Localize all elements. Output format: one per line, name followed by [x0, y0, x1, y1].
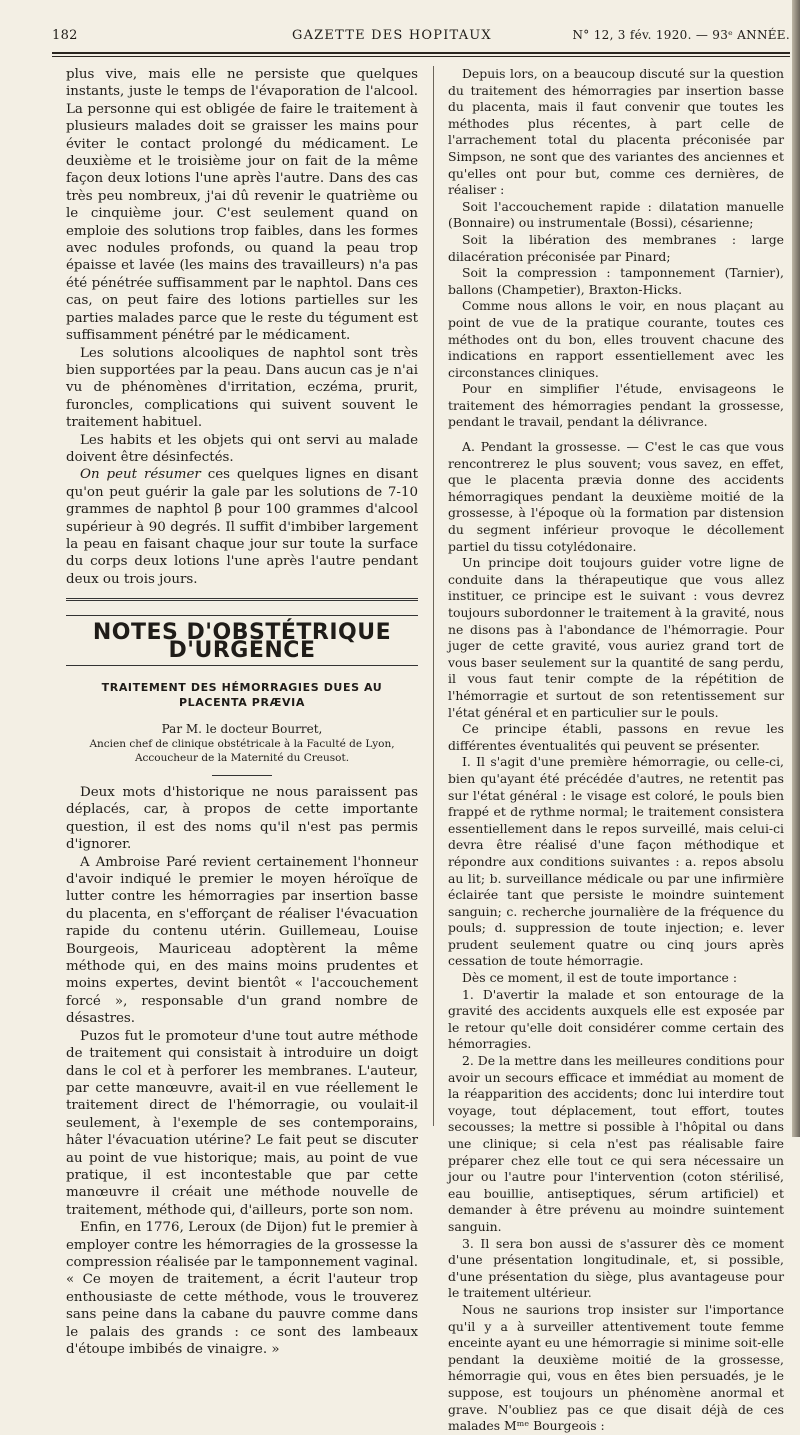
paragraph: Les solutions alcooliques de naphtol sont très bien supportées par la peau. Dans aucun cas je n'ai vu de phénomènes d'irritation, eczéma, prurit, furoncles, complications qui suivent souvent le traitement habituel. [66, 345, 418, 431]
paragraph: Un principe doit toujours guider votre ligne de conduite dans la thérapeutique que vous allez instituer, ce principe est le suivant : vous devrez toujours subordonner le traitement à la gravité, nous ne disons pas à l'abondance de l'hémorragie. Pour juger de cette gravité, vous auriez grand tort de vous baser seulement sur la quantité de sang perdu, il vous faut tenir compte de la répétition de l'hémorragie et surtout de son retentissement sur l'état général et en particulier sur le pouls. [448, 555, 784, 720]
left-column [66, 66, 418, 1358]
paragraph: 1. D'avertir la malade et son entourage de la gravité des accidents auxquels elle est exposée par le retour qu'elle doit considérer comme certain des hémorragies. [448, 986, 784, 1052]
paragraph: Soit la libération des membranes : large dilacération préconisée par Pinard; [448, 231, 784, 264]
page-header [52, 22, 790, 48]
paragraph-text: ces quelques lignes en disant qu'on peut guérir la gale par les solutions de 7-10 grammes de naphtol β pour 100 grammes d'alcool supérieur à 90 degrés. Il suffit d'imbiber largement la peau en faisant chaque jour sur toute la surface du corps deux lotions l'une après l'autre pendant deux ou trois jours. [66, 467, 419, 587]
paragraph: Soit l'accouchement rapide : dilatation manuelle (Bonnaire) ou instrumentale (Bossi), césarienne; [448, 198, 784, 231]
paragraph: Ce principe établi, passons en revue les différentes éventualités qui peuvent se présenter. [448, 721, 784, 753]
paragraph: Les habits et les objets qui ont servi au malade doivent être désinfectés. [66, 432, 418, 465]
paragraph: A Ambroise Paré revient certainement l'honneur d'avoir indiqué le premier le moyen héroïque de lutter contre les hémorragies par insertion basse du placenta, en s'efforçant de réaliser l'évacuation rapide du contenu utérin. Guillemeau, Louise Bourgeois, Mauriceau adoptèrent la même méthode qui, en des mains moins prudentes et moins expertes, devint bientôt « l'accouchement forcé », responsable d'un grand nombre de désastres. [66, 854, 418, 1027]
paragraph: Nous ne saurions trop insister sur l'importance qu'il y a à surveiller attentivement toute femme enceinte ayant eu une hémorragie si minime soit-elle pendant la deuxième moitié de la grossesse, hémorragie qui, vous en êtes bien persuadés, je le suppose, est toujours un phénomène anormal et grave. N'oubliez pas ce que disait déjà de ces malades Mᵐᵉ Bourgeois : [448, 1301, 784, 1434]
paragraph: Dès ce moment, il est de toute importance : [462, 970, 738, 986]
paragraph: Deux mots d'historique ne nous paraissent pas déplacés, car, à propos de cette importante question, il est des noms qu'il n'est pas permis d'ignorer. [66, 785, 418, 853]
column-divider [433, 66, 434, 1126]
section-divider [66, 598, 418, 601]
paragraph: Soit la compression : tamponnement (Tarnier), ballons (Champetier), Braxton-Hicks. [448, 265, 784, 297]
italic-lead: On peut résumer [80, 467, 201, 483]
issue-info: N° 12, 3 fév. 1920. — 93ᵉ ANNÉE. [572, 28, 790, 42]
paragraph: Enfin, en 1776, Leroux (de Dijon) fut le premier à employer contre les hémorragies de la grossesse la compression réalisée par le tamponnement vaginal. « Ce moyen de traitement, a écrit l'auteur trop enthousiaste de cette méthode, vous le trouverez sans peine dans la cabane du pauvre comme dans le palais des grands : ce sont des lambeaux d'étoupe imbibés de vinaigre. » [66, 1220, 418, 1357]
page-binding-edge [792, 0, 800, 1137]
paragraph: Comme nous allons le voir, en nous plaçant au point de vue de la pratique courante, toutes ces méthodes ont du bon, elles trouvent chacune des indications en rapport essentiellement avec les circonstances cliniques. [448, 298, 784, 380]
paragraph: 2. De la mettre dans les meilleures conditions pour avoir un secours efficace et immédiat au moment de la réapparition des accidents; donc lui interdire tout voyage, tout déplacement, tout effort, toutes secousses; la mettre si possible à l'hôpital ou dans une clinique; si cela n'est pas réalisable faire préparer chez elle tout ce qui sera nécessaire un jour ou l'autre pour l'intervention (coton stérilisé, eau bouillie, antiseptiques, sérum artificiel) et demander à être prévenu au moindre suintement sanguin. [448, 1053, 784, 1234]
author-affiliation: Ancien chef de clinique obstétricale à la Faculté de Lyon, [89, 738, 395, 750]
paragraph: Puzos fut le promoteur d'une tout autre méthode de traitement qui consistait à introduire un doigt dans le col et à perforer les membranes. L'auteur, par cette manœuvre, avait-il en vue réellement le traitement direct de l'hémorragie, ou voulait-il seulement, à l'exemple de ses contemporains, hâter l'évacuation utérine? Le fait peut se discuter au point de vue historique; mais, au point de vue pratique, il est incontestable que par cette manœuvre il créait une méthode nouvelle de traitement, méthode qui, d'ailleurs, porte son nom. [66, 1028, 418, 1218]
author-affiliation: Accoucheur de la Maternité du Creusot. [134, 752, 350, 764]
right-column [448, 66, 784, 1435]
header-rule-thin [52, 56, 790, 57]
short-rule [212, 775, 272, 776]
paragraph: I. Il s'agit d'une première hémorragie, ou celle-ci, bien qu'ayant été précédée d'autres, ne retentit pas sur l'état général : le visage est coloré, le pouls bien frappé et de rythme normal; le traitement consistera essentiellement dans le repos surveillé, mais celui-ci devra être réalisé d'une façon méthodique et répondre aux conditions suivantes : a. repos absolu au lit; b. surveillance médicale ou par une infirmière éclairée tant que persiste le moindre suintement sanguin; c. recherche journalière de la fréquence du pouls; d. suppression de toute injection; e. lever prudent seulement quatre ou cinq jours après cessation de toute hémorragie. [448, 754, 784, 969]
paragraph: 3. Il sera bon aussi de s'assurer dès ce moment d'une présentation longitudinale, et, si possible, d'une présentation du siège, plus avantageuse pour le traitement ultérieur. [448, 1235, 784, 1301]
page-number: 182 [52, 28, 78, 43]
paragraph [66, 466, 418, 588]
spacer [448, 431, 784, 439]
paragraph: Pour en simplifier l'étude, envisageons le traitement des hémorragies pendant la grossesse, pendant le travail, pendant la délivrance. [448, 381, 784, 430]
paragraph: A. Pendant la grossesse. — C'est le cas que vous rencontrerez le plus souvent; vous savez, en effet, que le placenta prævia donne des accidents hémorragiques pendant la deuxième moitié de la grossesse, à l'époque où la formation par distension du segment inférieur provoque le décollement partiel du tissu cotylédonaire. [448, 439, 784, 554]
header-rule [52, 52, 790, 54]
article-title: TRAITEMENT DES HÉMORRAGIES DUES AU PLACENTA PRÆVIA [101, 681, 383, 709]
paragraph: Depuis lors, on a beaucoup discuté sur la question du traitement des hémorragies par insertion basse du placenta, mais il faut convenir que toutes les méthodes plus récentes, à part celle de l'arrachement total du placenta préconisée par Simpson, ne sont que des variantes des anciennes et qu'elles ont pour but, comme ces dernières, de réaliser : [448, 66, 784, 198]
article-author: Par M. le docteur Bourret, [161, 722, 323, 736]
section-title: NOTES D'OBSTÉTRIQUE D'URGENCE [66, 615, 418, 666]
journal-title: GAZETTE DES HOPITAUX [292, 28, 492, 43]
paragraph: plus vive, mais elle ne persiste que quelques instants, juste le temps de l'évaporation de l'alcool. La personne qui est obligée de faire le traitement à plusieurs malades doit se graisser les mains pour éviter le contact prolongé du médicament. Le deuxième et le troisième jour on fait de la même façon deux lotions l'une après l'autre. Dans des cas très peu nombreux, j'ai dû revenir le quatrième ou le cinquième jour. C'est seulement quand on emploie des solutions trop faibles, dans les formes avec nodules profonds, ou quand la peau trop épaisse et lavée (les mains des travailleurs) n'a pas été pénétrée suffisamment par le naphtol. Dans ces cas, on peut faire des lotions partielles sur les parties malades parce que le reste du tégument est suffisamment pénétré par le médicament. [66, 67, 418, 344]
